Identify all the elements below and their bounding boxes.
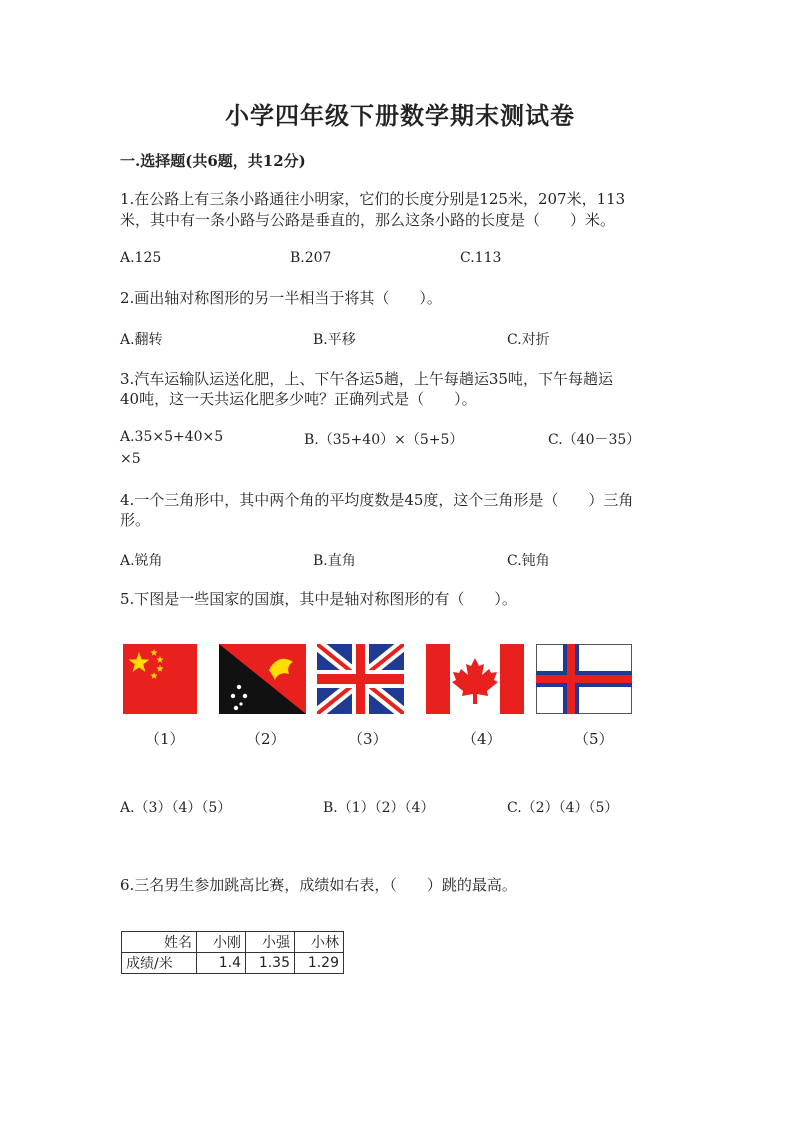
question-3-option-c: C.（40－35） (548, 432, 641, 448)
question-1-option-c: C.113 (460, 250, 502, 266)
table-cell: 成绩/米 (122, 953, 197, 974)
papua-new-guinea-flag-icon (219, 644, 306, 714)
table-header-cell: 小林 (295, 932, 344, 953)
question-5-option-a: A.（3）（4）（5） (120, 800, 232, 816)
table-cell: 1.35 (246, 953, 295, 974)
question-5-option-c: C.（2）（4）（5） (507, 800, 619, 816)
question-1-option-a: A.125 (120, 250, 162, 266)
question-2-line-1: 2.画出轴对称图形的另一半相当于将其（ ）。 (120, 289, 442, 307)
flag-2-label: （2） (246, 730, 286, 748)
section-heading: 一.选择题(共6题，共12分) (120, 152, 306, 170)
flag-1-label: （1） (145, 730, 185, 748)
question-4-option-b: B.直角 (313, 553, 356, 569)
china-flag-icon (123, 644, 197, 714)
question-4-option-a: A.锐角 (120, 553, 163, 569)
table-header-cell: 小刚 (197, 932, 246, 953)
question-3-line-2: 40吨，这一天共运化肥多少吨？正确列式是（ ）。 (120, 390, 477, 408)
question-4-option-c: C.钝角 (507, 553, 550, 569)
union-jack-flag-icon (317, 644, 404, 714)
question-3-option-a: A.35×5+40×5 (120, 429, 224, 445)
question-4-line-1: 4.一个三角形中，其中两个角的平均度数是45度，这个三角形是（ ）三角 (120, 491, 634, 509)
question-4-line-2: 形。 (120, 511, 151, 529)
question-1-line-1: 1.在公路上有三条小路通往小明家，它们的长度分别是125米，207米，113 (120, 190, 626, 208)
flag-3-label: （3） (348, 730, 388, 748)
faroe-islands-flag-icon (536, 644, 632, 714)
table-header-cell: 姓名 (122, 932, 197, 953)
page-title: 小学四年级下册数学期末测试卷 (225, 101, 575, 130)
table-cell: 1.4 (197, 953, 246, 974)
question-3-option-wrap: ×5 (120, 451, 141, 467)
scores-table (121, 931, 344, 974)
question-2-option-c: C.对折 (507, 332, 550, 348)
table-cell: 1.29 (295, 953, 344, 974)
table-row (122, 953, 344, 974)
question-1-option-b: B.207 (290, 250, 332, 266)
question-1-line-2: 米，其中有一条小路与公路是垂直的，那么这条小路的长度是（ ）米。 (120, 211, 616, 229)
canada-flag-icon (426, 644, 524, 714)
table-header-row (122, 932, 344, 953)
flag-4-label: （4） (462, 730, 502, 748)
question-2-option-b: B.平移 (313, 332, 356, 348)
question-3-option-b: B.（35+40）×（5+5） (304, 432, 464, 448)
question-2-option-a: A.翻转 (120, 332, 163, 348)
question-3-line-1: 3.汽车运输队运送化肥，上、下午各运5趟，上午每趟运35吨，下午每趟运 (120, 370, 613, 388)
question-5-option-b: B.（1）（2）（4） (323, 800, 435, 816)
table-header-cell: 小强 (246, 932, 295, 953)
question-6-line-1: 6.三名男生参加跳高比赛，成绩如右表，（ ）跳的最高。 (120, 876, 517, 894)
flag-5-label: （5） (574, 730, 614, 748)
question-5-line-1: 5.下图是一些国家的国旗，其中是轴对称图形的有（ ）。 (120, 590, 517, 608)
